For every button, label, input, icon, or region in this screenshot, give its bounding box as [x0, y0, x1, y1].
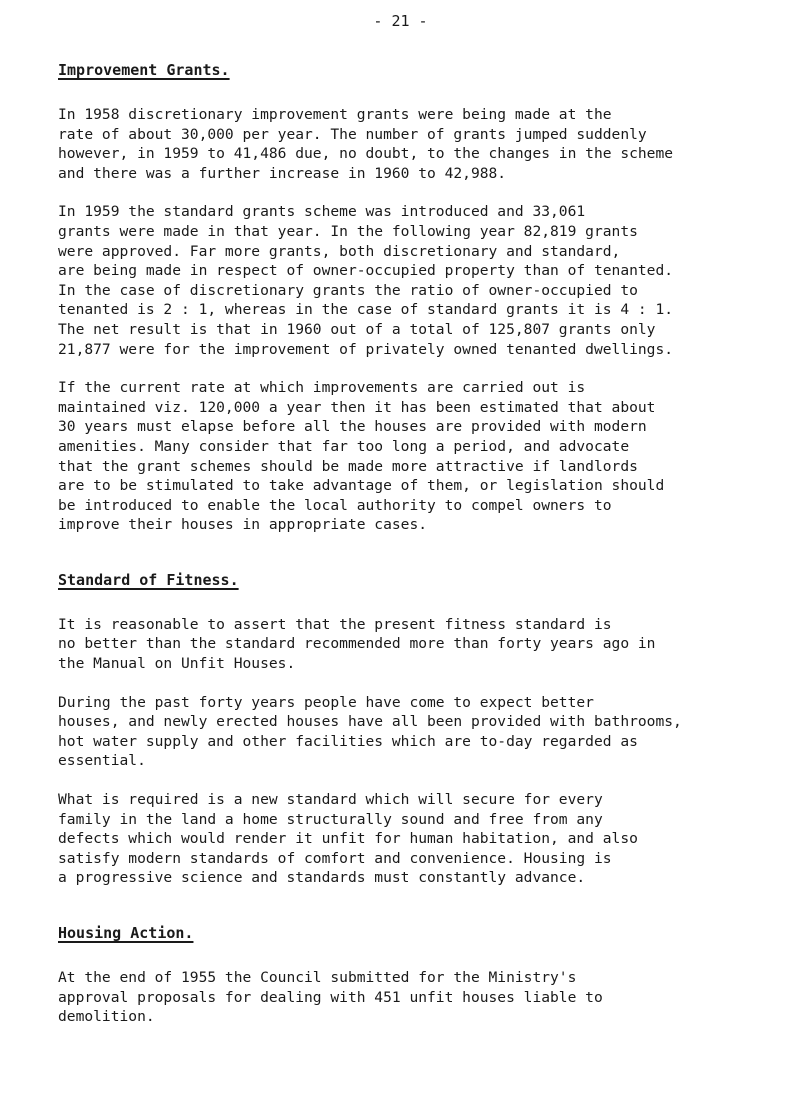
- paragraph: At the end of 1955 the Council submitted for the Ministry's approval proposals for dealing with 451 unfit houses liable to demolition.: [58, 969, 603, 1026]
- section-heading-standard-of-fitness: Standard of Fitness.: [58, 570, 239, 589]
- document-body: [58, 60, 763, 1046]
- page-number: - 21 -: [373, 12, 428, 30]
- section-heading-housing-action: Housing Action.: [58, 924, 194, 942]
- paragraph: In 1958 discretionary improvement grants were being made at the rate of about 30,000 per year. The number of grants jumped suddenly however, in 1959 to 41,486 due, no doubt, to the changes in the scheme and there was a further increase in 1960 to 42,988.: [58, 106, 674, 182]
- section-heading-improvement-grants: Improvement Grants.: [58, 61, 230, 79]
- paragraph: If the current rate at which improvements are carried out is maintained viz. 120,000 a year then it has been estimated that about 30 years must elapse before all the houses are provided with modern amenities. Many consider that far too long a period, and advocate that the grant schemes should be made more attractive if landlords are to be stimulated to take advantage of them, or legislation should be introduced to enable the local authority to compel owners to improve their houses in appropriate cases.: [58, 379, 665, 534]
- paragraph: It is reasonable to assert that the present fitness standard is no better than the standard recommended more than forty years ago in the Manual on Unfit Houses.: [58, 615, 656, 673]
- paragraph: In 1959 the standard grants scheme was introduced and 33,061 grants were made in that year. In the following year 82,819 grants were approved. Far more grants, both discretionary and standard, are being made in respect of owner-occupied property than of tenanted. In the case of discretionary grants the ratio of owner-occupied to tenanted is 2 : 1, whereas in the case of standard grants it is 4 : 1. The net result is that in 1960 out of a total of 125,807 grants only 21,877 were for the improvement of privately owned tenanted dwellings.: [58, 203, 674, 358]
- paragraph: During the past forty years people have come to expect better houses, and newly erected houses have all been provided with bathrooms, hot water supply and other facilities which are to-day regarded as essential.: [58, 693, 682, 770]
- paragraph: What is required is a new standard which will secure for every family in the land a home structurally sound and free from any defects which would render it unfit for human habitation, and also satisfy modern standards of comfort and convenience. Housing is a progressive science and standards must constantly advance.: [58, 791, 638, 887]
